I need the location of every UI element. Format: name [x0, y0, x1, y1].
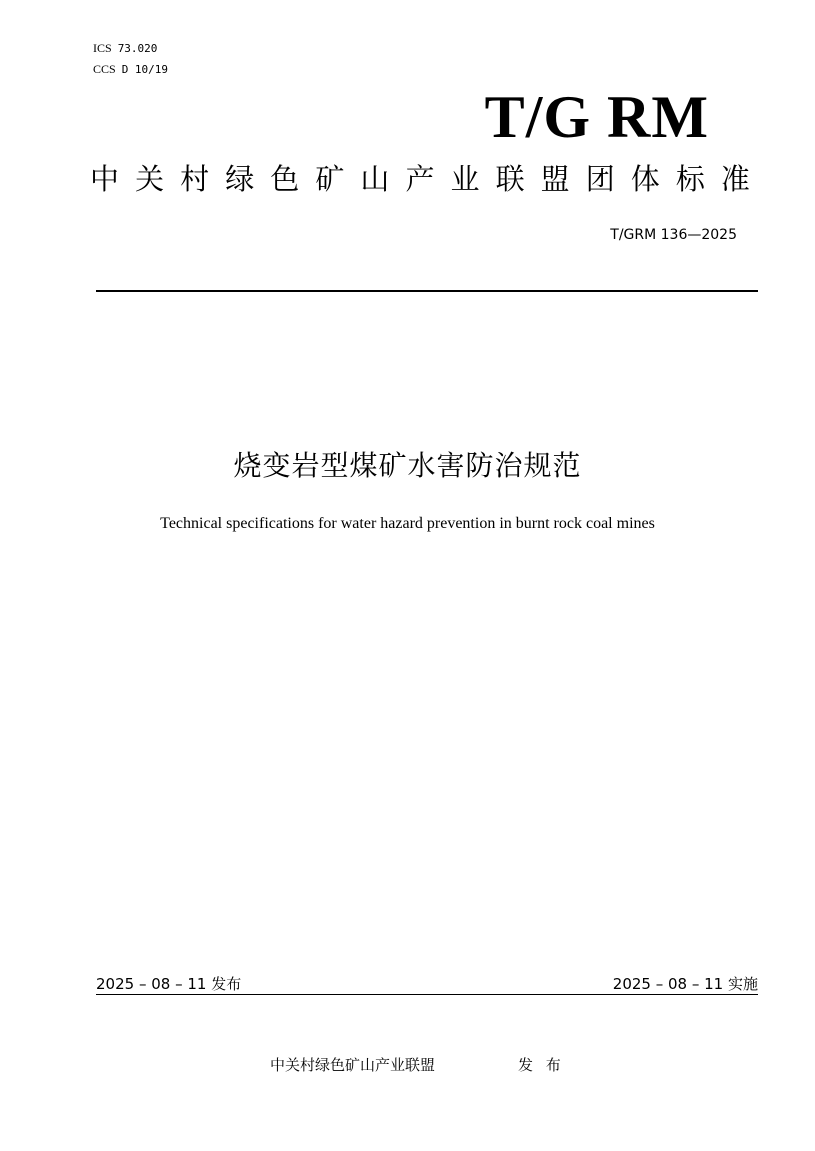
- ics-line: [93, 41, 157, 56]
- org-char: 盟: [540, 162, 570, 196]
- org-char: 准: [720, 162, 750, 196]
- organization-title: [90, 160, 750, 198]
- org-char: 产: [405, 162, 435, 196]
- document-title-english: Technical specifications for water hazard prevention in burnt rock coal mines: [160, 515, 655, 532]
- org-char: 中: [90, 162, 120, 196]
- ics-label: ICS: [93, 41, 112, 55]
- publisher-name: 中关村绿色矿山产业联盟: [270, 1056, 436, 1074]
- issue-date: 2025 – 08 – 11 发布: [96, 975, 242, 993]
- org-char: 体: [630, 162, 660, 196]
- org-char: 矿: [315, 162, 345, 196]
- org-char: 山: [360, 162, 390, 196]
- bottom-divider: [96, 994, 758, 995]
- org-char: 业: [450, 162, 480, 196]
- implementation-date: 2025 – 08 – 11 实施: [612, 975, 758, 993]
- org-char: 村: [180, 162, 210, 196]
- ccs-line: [93, 62, 168, 77]
- standard-logo: T/G RM: [484, 84, 709, 150]
- ccs-label: CCS: [93, 62, 116, 76]
- top-divider: [96, 290, 758, 292]
- document-title-chinese: 烧变岩型煤矿水害防治规范: [233, 449, 582, 482]
- org-char: 联: [495, 162, 525, 196]
- standard-number: T/GRM 136—2025: [610, 227, 737, 243]
- ics-value: 73.020: [117, 42, 158, 55]
- publish-label: 发 布: [518, 1056, 561, 1074]
- org-char: 色: [270, 162, 300, 196]
- org-char: 标: [675, 162, 705, 196]
- org-char: 团: [585, 162, 615, 196]
- org-char: 关: [135, 162, 165, 196]
- org-char: 绿: [225, 162, 255, 196]
- ccs-value: D 10/19: [121, 63, 169, 76]
